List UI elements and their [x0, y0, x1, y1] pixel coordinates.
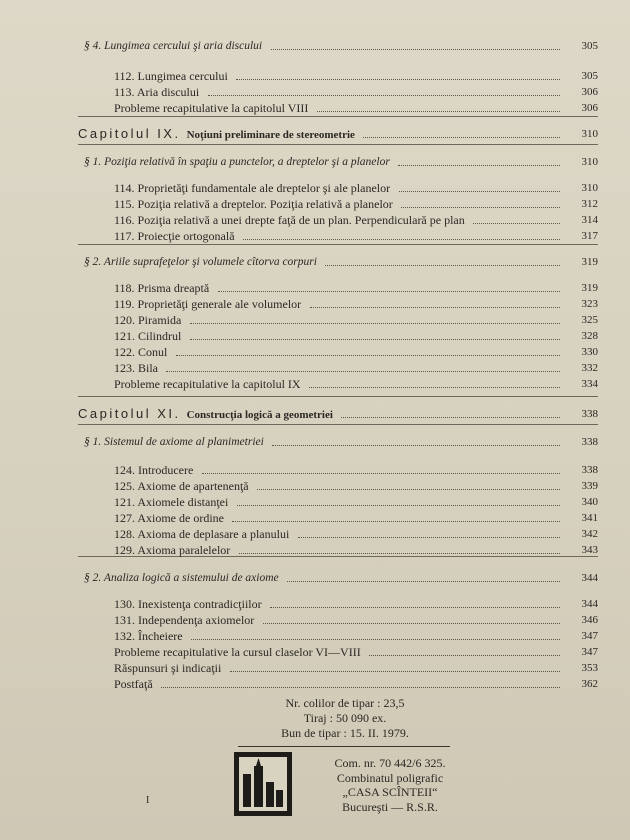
chapter-heading: [78, 406, 337, 423]
dot-leader: [236, 79, 560, 80]
toc-page-number: 339: [581, 480, 598, 492]
toc-page-number: 323: [581, 298, 598, 310]
toc-entry-item: [114, 68, 598, 84]
toc-entry-title: § 2. Analiza logică a sistemului de axiome: [84, 572, 279, 584]
order-number: Com. nr. 70 442/6 325.: [334, 756, 446, 770]
dot-leader: [401, 207, 560, 208]
toc-entry-title: § 1. Sistemul de axiome al planimetriei: [84, 436, 264, 448]
toc-entry-item: [114, 596, 598, 612]
toc-entry-item: [114, 360, 598, 376]
dot-leader: [237, 505, 560, 506]
toc-page-number: 325: [581, 314, 598, 326]
toc-page-number: 328: [581, 330, 598, 342]
toc-entry-title: Răspunsuri şi indicaţii: [114, 661, 222, 675]
dot-leader: [190, 323, 560, 324]
toc-entry-item: [114, 180, 598, 196]
chapter-title: Noţiuni preliminare de stereometrie: [186, 129, 355, 141]
toc-entry-title: 118. Prisma dreaptă: [114, 281, 210, 295]
toc-entry-title: 121. Cilindrul: [114, 329, 182, 343]
toc-entry-item: [114, 542, 598, 558]
toc-page-number: 305: [581, 40, 598, 52]
toc-page-number: 338: [581, 436, 598, 448]
toc-page-number: 338: [581, 408, 598, 420]
dot-leader: [191, 639, 560, 640]
toc-entry-item: [114, 344, 598, 360]
section-separator: [78, 116, 598, 117]
toc-page-number: 338: [581, 464, 598, 476]
toc-page-number: 362: [581, 678, 598, 690]
toc-entry-summary: [114, 676, 598, 692]
toc-page-number: 310: [581, 128, 598, 140]
dot-leader: [369, 655, 560, 656]
colophon-sheets: Nr. colilor de tipar : 23,5: [285, 696, 405, 710]
toc-page-number: 310: [581, 182, 598, 194]
toc-entry-title: 121. Axiomele distanţei: [114, 495, 229, 509]
chapter-title: Construcţia logică a geometriei: [186, 409, 333, 421]
toc-entry-item: [114, 312, 598, 328]
dot-leader: [230, 671, 560, 672]
toc-entry-item: [114, 462, 598, 478]
toc-entry-item: [114, 526, 598, 542]
toc-entry-title: 114. Proprietăţi fundamentale ale dreptelor şi ale planelor: [114, 181, 391, 195]
toc-entry-title: 124. Introducere: [114, 463, 194, 477]
printer-info: [320, 756, 460, 814]
toc-entry-summary: [114, 644, 598, 660]
toc-page-number: 330: [581, 346, 598, 358]
toc-entry-title: 123. Bila: [114, 361, 158, 375]
toc-page-number: 353: [581, 662, 598, 674]
toc-entry-sec: [84, 154, 598, 170]
toc-entry-title: 128. Axioma de deplasare a planului: [114, 527, 290, 541]
toc-page-number: 310: [581, 156, 598, 168]
toc-entry-sec: [84, 434, 598, 450]
dot-leader: [208, 95, 560, 96]
toc-entry-title: 115. Poziţia relativă a dreptelor. Poziţia relativă a planelor: [114, 197, 393, 211]
printer-brand: „CASA SCÎNTEII“: [342, 785, 438, 799]
toc-entry-title: 129. Axioma paralelelor: [114, 543, 231, 557]
toc-entry-title: 130. Inexistenţa contradicţiilor: [114, 597, 262, 611]
printer-city: Bucureşti — R.S.R.: [342, 799, 438, 814]
toc-entry-item: [114, 212, 598, 228]
toc-entry-item: [114, 280, 598, 296]
toc-page-number: 319: [581, 256, 598, 268]
toc-entry-sec: [84, 254, 598, 270]
toc-entry-title: 119. Proprietăţi generale ale volumelor: [114, 297, 302, 311]
section-separator: [78, 244, 598, 245]
toc-page-number: 319: [581, 282, 598, 294]
toc-page-number: 342: [581, 528, 598, 540]
toc-entry-title: Probleme recapitulative la capitolul IX: [114, 377, 301, 391]
toc-entry-item: [114, 84, 598, 100]
dot-leader: [363, 137, 560, 138]
colophon-print-date: Bun de tipar : 15. II. 1979.: [281, 726, 409, 740]
toc-entry-item: [114, 296, 598, 312]
dot-leader: [473, 223, 560, 224]
toc-page-number: 312: [581, 198, 598, 210]
toc-page-number: 347: [581, 646, 598, 658]
toc-entry-title: 112. Lungimea cercului: [114, 69, 228, 83]
toc-entry-title: 125. Axiome de apartenenţă: [114, 479, 249, 493]
dot-leader: [190, 339, 560, 340]
toc-page-number: 347: [581, 630, 598, 642]
dot-leader: [272, 445, 560, 446]
toc-entry-chap: [78, 126, 598, 142]
dot-leader: [176, 355, 560, 356]
page-mark: I: [146, 795, 150, 806]
chapter-label: Capitolul IX.: [78, 126, 181, 141]
dot-leader: [287, 581, 560, 582]
dot-leader: [399, 191, 560, 192]
printer-logo-icon: [234, 752, 292, 816]
toc-entry-item: [114, 228, 598, 244]
toc-entry-title: 117. Proiecţie ortogonală: [114, 229, 235, 243]
toc-entry-item: [114, 196, 598, 212]
toc-page-number: 314: [581, 214, 598, 226]
toc-entry-title: § 2. Ariile suprafeţelor şi volumele cîtorva corpuri: [84, 256, 317, 268]
toc-entry-item: [114, 328, 598, 344]
section-separator: [78, 396, 598, 397]
dot-leader: [298, 537, 560, 538]
toc-entry-summary: [114, 660, 598, 676]
dot-leader: [271, 49, 560, 50]
toc-entry-title: 132. Încheiere: [114, 629, 183, 643]
chapter-label: Capitolul XI.: [78, 406, 181, 421]
toc-entry-sec: [84, 38, 598, 54]
toc-entry-title: 113. Aria discului: [114, 85, 200, 99]
printer-name: Combinatul poligrafic: [336, 770, 444, 785]
dot-leader: [310, 307, 560, 308]
toc-entry-title: Probleme recapitulative la cursul claselor VI—VIII: [114, 645, 361, 659]
section-separator: [78, 144, 598, 145]
colophon: [240, 696, 450, 741]
dot-leader: [270, 607, 560, 608]
toc-entry-title: 127. Axiome de ordine: [114, 511, 224, 525]
toc-entry-title: § 1. Poziţia relativă în spaţiu a punctelor, a dreptelor şi a planelor: [84, 156, 390, 168]
colophon-print-run: Tiraj : 50 090 ex.: [303, 711, 387, 725]
toc-page-number: 305: [581, 70, 598, 82]
toc-page-number: 344: [581, 598, 598, 610]
toc-entry-summary: [114, 100, 598, 116]
dot-leader: [232, 521, 560, 522]
toc-entry-title: Postfaţă: [114, 677, 153, 691]
toc-entry-chap: [78, 406, 598, 422]
toc-page-number: 346: [581, 614, 598, 626]
toc-entry-title: 116. Poziţia relativă a unei drepte faţă de un plan. Perpendiculară pe plan: [114, 213, 465, 227]
toc-entry-summary: [114, 376, 598, 392]
toc-page-number: 344: [581, 572, 598, 584]
toc-page-number: 317: [581, 230, 598, 242]
dot-leader: [263, 623, 560, 624]
toc-page-number: 343: [581, 544, 598, 556]
toc-entry-title: § 4. Lungimea cercului şi aria discului: [84, 40, 263, 52]
section-separator: [78, 424, 598, 425]
dot-leader: [166, 371, 560, 372]
chapter-heading: [78, 126, 359, 143]
toc-entry-item: [114, 628, 598, 644]
toc-entry-title: 120. Piramida: [114, 313, 182, 327]
dot-leader: [257, 489, 560, 490]
toc-entry-item: [114, 612, 598, 628]
dot-leader: [218, 291, 560, 292]
dot-leader: [243, 239, 560, 240]
dot-leader: [341, 417, 560, 418]
dot-leader: [317, 111, 560, 112]
toc-entry-sec: [84, 570, 598, 586]
dot-leader: [161, 687, 560, 688]
dot-leader: [202, 473, 560, 474]
toc-entry-title: Probleme recapitulative la capitolul VIII: [114, 101, 309, 115]
toc-page-number: 340: [581, 496, 598, 508]
toc-page-number: 306: [581, 86, 598, 98]
dot-leader: [239, 553, 560, 554]
toc-page-number: 306: [581, 102, 598, 114]
toc-page-number: 332: [581, 362, 598, 374]
dot-leader: [325, 265, 560, 266]
dot-leader: [309, 387, 560, 388]
colophon-divider: [238, 746, 450, 747]
toc-page-number: 334: [581, 378, 598, 390]
dot-leader: [398, 165, 560, 166]
toc-entry-item: [114, 478, 598, 494]
toc-entry-item: [114, 494, 598, 510]
toc-page-number: 341: [581, 512, 598, 524]
toc-entry-title: 131. Independenţa axiomelor: [114, 613, 255, 627]
toc-entry-title: 122. Conul: [114, 345, 168, 359]
toc-entry-item: [114, 510, 598, 526]
